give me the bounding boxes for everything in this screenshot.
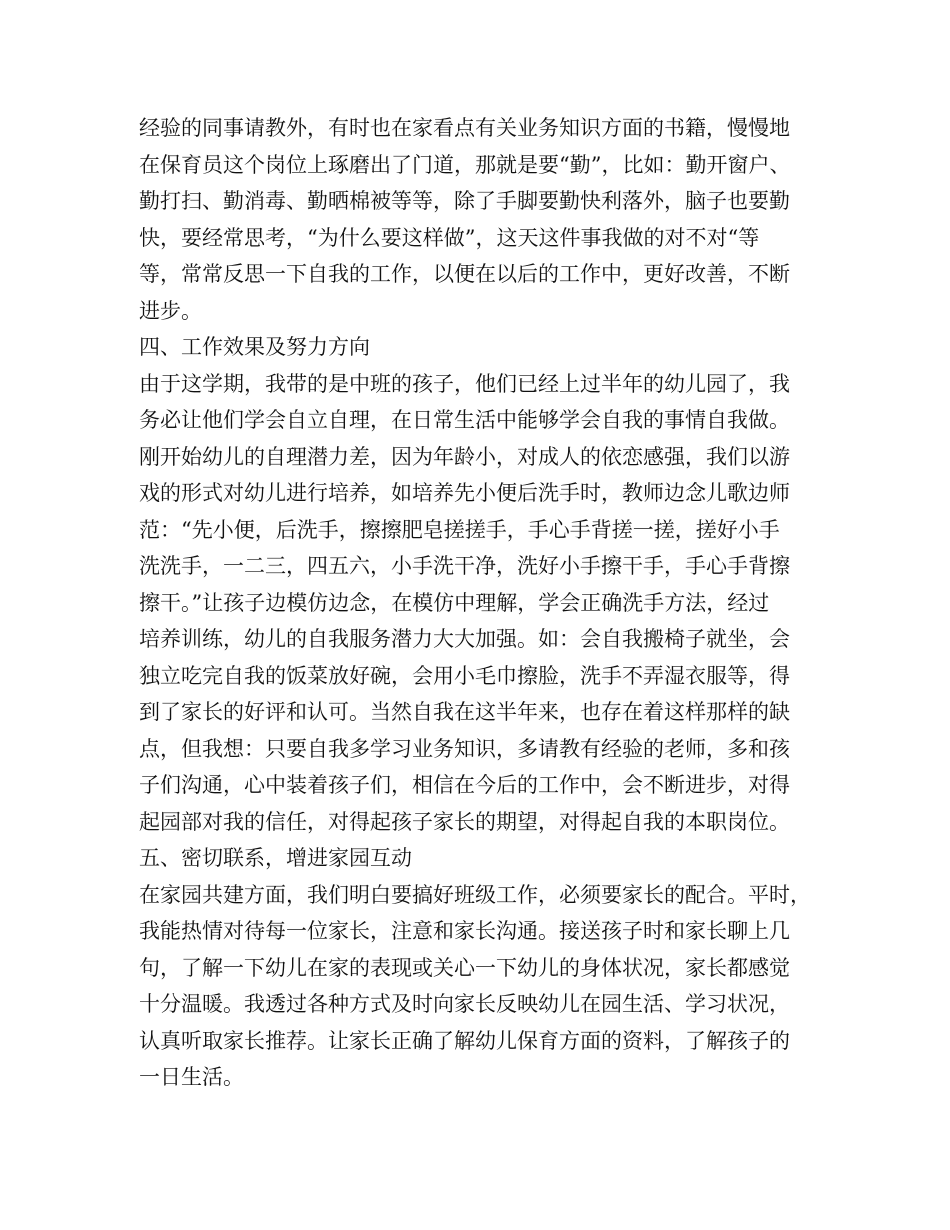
section-heading: 五、密切联系，增进家园互动 xyxy=(139,846,412,870)
section-heading: 四、工作效果及努力方向 xyxy=(139,335,370,359)
document-body xyxy=(139,110,829,1096)
paragraph-line: 进步。 xyxy=(139,298,202,323)
paragraph-line: 戏的形式对幼儿进行培养，如培养先小便后洗手时，教师边念儿歌边师 xyxy=(139,481,790,505)
paragraph-line: 等，常常反思一下自我的工作，以便在以后的工作中，更好改善，不断 xyxy=(139,262,790,286)
paragraph-line: 经验的同事请教外，有时也在家看点有关业务知识方面的书籍，慢慢地 xyxy=(139,116,790,140)
paragraph-line: 子们沟通，心中装着孩子们，相信在今后的工作中，会不断进步，对得 xyxy=(139,773,790,797)
paragraph-line: 培养训练，幼儿的自我服务潜力大大加强。如：会自我搬椅子就坐，会 xyxy=(139,627,790,651)
paragraph-line: 点，但我想：只要自我多学习业务知识，多请教有经验的老师，多和孩 xyxy=(139,736,790,761)
paragraph-line: 快，要经常思考，“为什么要这样做”，这天这件事我做的对不对“等 xyxy=(139,225,760,250)
paragraph-line: 勤打扫、勤消毒、勤晒棉被等等，除了手脚要勤快利落外，脑子也要勤 xyxy=(139,189,790,213)
paragraph-line: 十分温暖。我透过各种方式及时向家长反映幼儿在园生活、学习状况， xyxy=(139,992,790,1016)
paragraph-line: 擦干。”让孩子边模仿边念，在模仿中理解，学会正确洗手方法，经过 xyxy=(139,590,770,615)
paragraph-line: 范：“先小便，后洗手，擦擦肥皂搓搓手，手心手背搓一搓，搓好小手 xyxy=(139,517,780,542)
paragraph-line: 认真听取家长推荐。让家长正确了解幼儿保育方面的资料，了解孩子的 xyxy=(139,1028,790,1053)
paragraph-line: 起园部对我的信任，对得起孩子家长的期望，对得起自我的本职岗位。 xyxy=(139,809,790,834)
paragraph-line: 务必让他们学会自立自理，在日常生活中能够学会自我的事情自我做。 xyxy=(139,408,790,432)
paragraph-line: 一日生活。 xyxy=(139,1065,244,1089)
paragraph-line: 独立吃完自我的饭菜放好碗，会用小毛巾擦脸，洗手不弄湿衣服等，得 xyxy=(139,663,790,688)
paragraph-line: 我能热情对待每一位家长，注意和家长沟通。接送孩子时和家长聊上几 xyxy=(139,919,790,943)
paragraph-line: 到了家长的好评和认可。当然自我在这半年来，也存在着这样那样的缺 xyxy=(139,700,790,724)
paragraph-line: 洗洗手，一二三，四五六，小手洗干净，洗好小手擦干手，手心手背擦 xyxy=(139,554,790,578)
paragraph-line: 在保育员这个岗位上琢磨出了门道，那就是要“勤”，比如：勤开窗户、 xyxy=(139,152,791,177)
paragraph-line: 在家园共建方面，我们明白要搞好班级工作，必须要家长的配合。平时， xyxy=(139,882,811,907)
paragraph-line: 句，了解一下幼儿在家的表现或关心一下幼儿的身体状况，家长都感觉 xyxy=(139,955,790,980)
paragraph-line: 刚开始幼儿的自理潜力差，因为年龄小，对成人的依恋感强，我们以游 xyxy=(139,444,790,469)
paragraph-line: 由于这学期，我带的是中班的孩子，他们已经上过半年的幼儿园了，我 xyxy=(139,371,790,396)
